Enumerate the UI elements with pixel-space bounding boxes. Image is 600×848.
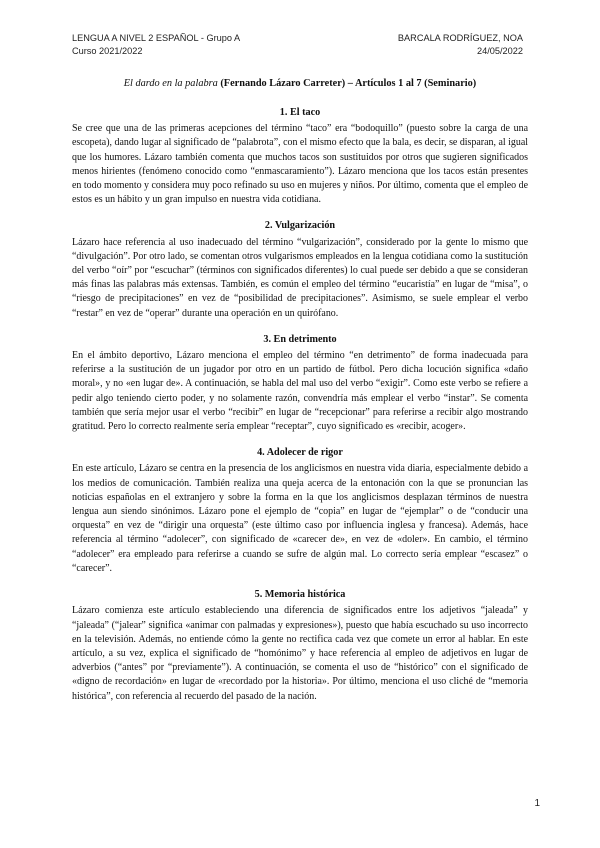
section [72, 219, 528, 320]
section-heading: 1. El taco [279, 107, 321, 118]
section-paragraph: En el ámbito deportivo, Lázaro menciona el empleo del término “en detrimento” de forma inadecuada para referirse a la sustitución de un jugador por otro en un partido de fútbol. Pero dicha locución significa «daño moral», y no «en lugar de». A continuación, se habla del mal uso del verbo “exigir”. Como este verbo se refiere a pedir algo teniendo cierto poder, y no solamente razón, convendría más emplear el verbo “instar”. Se comenta también que sería mejor usar el verbo “recibir” en lugar de “recepcionar” para referirse a recibir algo mostrando gratitud. Pero lo correcto realmente sería emplear “receptar”, cuyo significado es «recibir, acoger». [72, 350, 528, 433]
title-rest: (Fernando Lázaro Carreter) – Artículos 1 al 7 (Seminario) [217, 78, 477, 89]
section-paragraph: Se cree que una de las primeras acepciones del término “taco” era “bodoquillo” (puesto sobre la carga de una escopeta), dando lugar al significado de “palabrota”, con el mismo efecto que la bala, es decir, se disparan, al igual que los humores. Lázaro también comenta que muchos tacos son sustituidos por otros que sugieren significados menos hirientes (fenómeno conocido como “enmascaramiento”). Lázaro menciona que los tacos están presentes en todo momento y considera muy poco refinado su uso en mujeres y niños. Por último, comenta que el empleo de estos es un hábito y un gran impulso en nuestra vida cotidiana. [72, 123, 528, 206]
section-heading: 2. Vulgarización [264, 220, 336, 232]
section-heading: 5. Memoria histórica [254, 589, 346, 601]
section-paragraph: Lázaro comienza este artículo estableciendo una diferencia de significados entre los adjetivos “jaleada” y “jaleada” (“jalear” significa «animar con palmadas y expresiones»), puesto que había escuchado su uso incorrecto en la televisión. Además, no entiende cómo la gente no rectifica cada vez que comete un error al hablar. En este artículo, a su vez, explica el significado de “homónimo” y hace referencia al empleo de adjetivos en lugar de adverbios (“antes” por “previamente”). A continuación, se comenta el uso de “histórico” con el significado de «digno de recordación» en lugar de «recordado por la historia». Por último, menciona el uso cliché de “memoria histórica”, con referencia al recuerdo del pasado de la nación. [72, 605, 528, 702]
section-paragraph: Lázaro hace referencia al uso inadecuado del término “vulgarización”, considerado por la gente lo mismo que “divulgación”. Por otro lado, se comentan otros vulgarismos empleados en la lengua cotidiana como la sustitución del verbo “oír” por “escuchar” (términos con significados diferentes) lo cual puede ser debido a que se consideran más finas las palabras más extensas. También, es común el empleo del término “eucaristía” en lugar de “misa”, o “riesgo de precipitaciones” en vez de “posibilidad de precipitaciones”. Asimismo, se suele emplear el verbo “restar” en vez de “operar” durante una operación en un quirófano. [72, 236, 528, 319]
section [72, 106, 528, 207]
course-name: LENGUA A NIVEL 2 ESPAÑOL - Grupo A [72, 33, 241, 43]
document-body [72, 106, 528, 716]
section [72, 333, 528, 434]
section-paragraph: En este artículo, Lázaro se centra en la presencia de los anglicismos en nuestra vida diaria, especialmente debido a los medios de comunicación. También realiza una queja acerca de la entonación con la que se pronuncian las noticias españolas en el extranjero y sobre la forma en la que los anglicismos desplazan términos de nuestra lengua aun siendo sinónimos. Lázaro pone el ejemplo de “copia” en lugar de “ejemplar” o de “conducir una orquesta” en vez de “dirigir una orquesta” (este último caso por influencia inglesa y francesa). Además, hace referencia al término “adolecer”, con significado de «carecer de», en vez de «doler». En cambio, el término “adolecer” era empleado para referirse a cuando se sufre de algún mal. Lo correcto sería emplear “escasez” o “carecer”. [72, 463, 528, 574]
section [72, 446, 528, 576]
author-name: BARCALA RODRÍGUEZ, NOA [397, 33, 523, 43]
page-number: 1 [534, 798, 540, 809]
header-left [72, 32, 240, 58]
course-year: Curso 2021/2022 [72, 46, 143, 56]
document-date: 24/05/2022 [477, 46, 523, 56]
header-right [398, 32, 523, 58]
document-title [72, 77, 528, 90]
section-heading: 3. En detrimento [263, 333, 337, 345]
title-book: El dardo en la palabra [123, 78, 218, 89]
section [72, 588, 528, 704]
section-heading: 4. Adolecer de rigor [257, 447, 343, 459]
